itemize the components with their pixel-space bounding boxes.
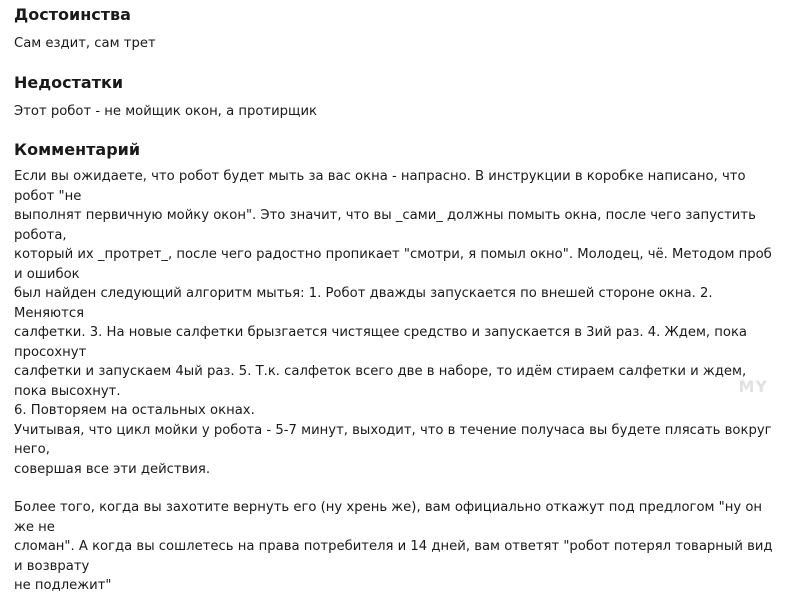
comment-line: Учитывая, что цикл мойки у робота - 5-7 минут, выходит, что в течение получаса вы будете плясать вокруг него, xyxy=(14,422,772,457)
comment-line: совершая все эти действия. xyxy=(14,461,211,477)
comment-line: сломан". А когда вы сошлетесь на права потребителя и 14 дней, вам ответят "робот потерял товарный вид и возврату xyxy=(14,539,773,574)
comment-line: Если вы ожидаете, что робот будет мыть за вас окна - напрасно. В инструкции в коробке написано, что робот "не xyxy=(14,169,746,204)
comment-line: который их _протрет_, после чего радостно пропикает "смотри, я помыл окно". Молодец, чё. Методом проб и ошибок xyxy=(14,247,772,282)
pros-text: Сам ездит, сам трет xyxy=(14,36,156,51)
pros-title: Достоинства xyxy=(14,5,131,24)
cons-title: Недостатки xyxy=(14,72,124,92)
comment-line: не подлежит" xyxy=(14,578,112,593)
comment-line: Более того, когда вы захотите вернуть его (ну хрень же), вам официально откажут под предлогом "ну он же не xyxy=(14,500,763,535)
comment-line: салфетки. 3. На новые салфетки брызгается чистящее средство и запускается в 3ий раз. 4. Ждем, пока просохнут xyxy=(14,325,748,360)
comment-line: выполнят первичную мойку окон". Это значит, что вы _сами_ должны помыть окна, после чего запустить робота, xyxy=(14,208,756,243)
comment-line: был найден следующий алгоритм мытья: 1. Робот дважды запускается по внешей стороне окна. 2. Меняются xyxy=(14,286,713,321)
cons-text: Этот робот - не мойщик окон, а протирщик xyxy=(14,103,317,119)
review-block xyxy=(14,0,780,596)
site-watermark: MY xyxy=(738,377,768,396)
comment-line: 6. Повторяем на остальных окнах. xyxy=(14,403,255,418)
comment-line: салфетки и запускаем 4ый раз. 5. Т.к. салфеток всего две в наборе, то идём стираем салфетки и ждем, пока высохнут. xyxy=(14,364,747,399)
comment-title: Комментарий xyxy=(14,140,141,159)
comment-text xyxy=(14,167,780,596)
